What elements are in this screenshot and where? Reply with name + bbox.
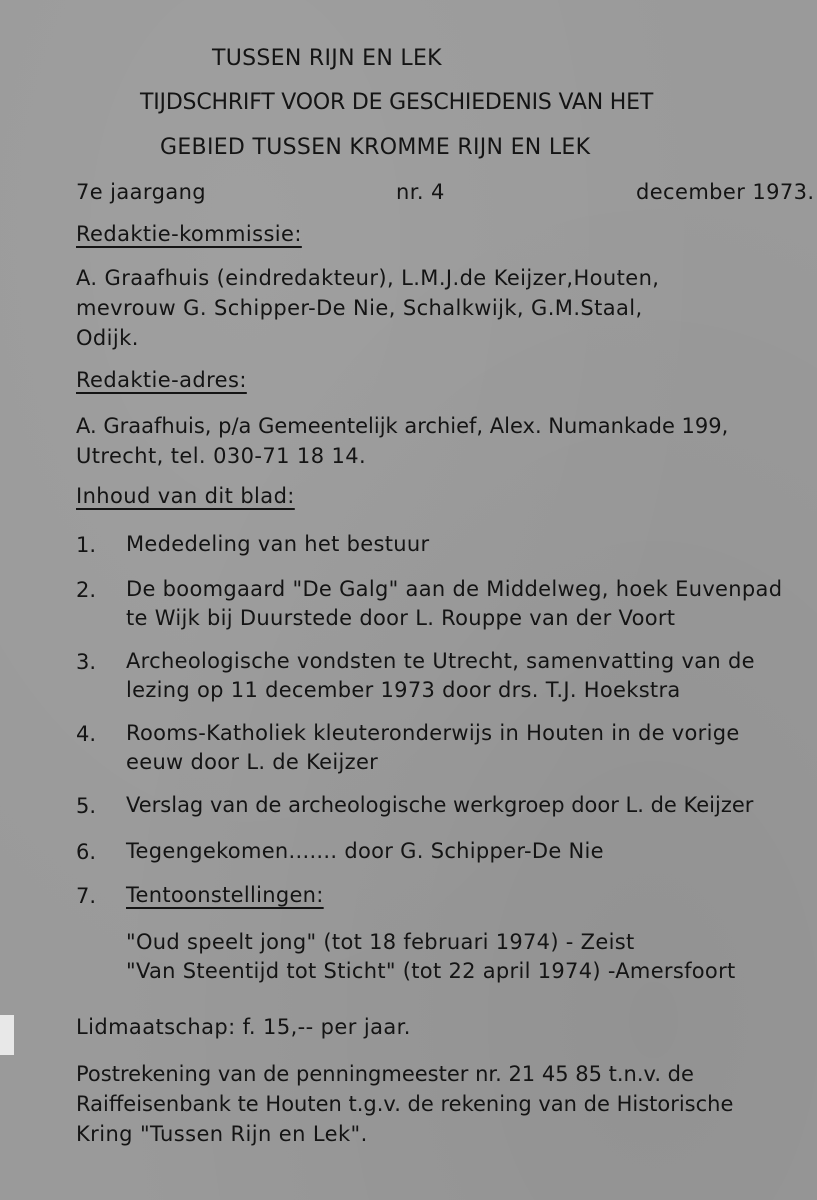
journal-subtitle-line2: GEBIED TUSSEN KROMME RIJN EN LEK — [160, 135, 591, 160]
journal-subtitle-line1: TIJDSCHRIFT VOOR DE GESCHIEDENIS VAN HET — [140, 90, 654, 115]
contents-item-number: 4. — [76, 722, 97, 746]
issue-number: nr. 4 — [396, 180, 445, 204]
contents-item-text: Tegengekomen....... door G. Schipper-De Nie — [126, 839, 604, 863]
contents-heading: Inhoud van dit blad: — [76, 484, 295, 508]
bank-info-line: Kring "Tussen Rijn en Lek". — [76, 1122, 368, 1146]
editorial-address-heading: Redaktie-adres: — [76, 368, 247, 392]
contents-item-text: te Wijk bij Duurstede door L. Rouppe van der Voort — [126, 606, 676, 630]
exhibition-line: "Van Steentijd tot Sticht" (tot 22 april 1974) -Amersfoort — [126, 959, 736, 983]
contents-item-text: Rooms-Katholiek kleuteronderwijs in Houten in de vorige — [126, 721, 740, 745]
contents-item-text: lezing op 11 december 1973 door drs. T.J. Hoekstra — [126, 678, 681, 702]
contents-item-text: Mededeling van het bestuur — [126, 532, 430, 556]
journal-title: TUSSEN RIJN EN LEK — [212, 46, 442, 71]
editorial-board-heading: Redaktie-kommissie: — [76, 222, 302, 246]
contents-item-number: 7. — [76, 884, 97, 908]
contents-item-number: 5. — [76, 794, 97, 818]
contents-item-number: 3. — [76, 650, 97, 674]
contents-item-text: De boomgaard "De Galg" aan de Middelweg, hoek Euvenpad — [126, 577, 783, 601]
editorial-address-line: Utrecht, tel. 030-71 18 14. — [76, 444, 367, 468]
editorial-board-line: A. Graafhuis (eindredakteur), L.M.J.de Keijzer,Houten, — [76, 266, 660, 290]
editorial-board-line: Odijk. — [76, 326, 139, 350]
contents-item-number: 2. — [76, 578, 97, 602]
contents-item-text: Verslag van de archeologische werkgroep door L. de Keijzer — [126, 793, 754, 817]
issue-date: december 1973. — [636, 180, 815, 204]
issue-volume: 7e jaargang — [76, 180, 207, 204]
paper-edge-mark — [0, 1015, 14, 1055]
contents-item-text: Tentoonstellingen: — [126, 883, 324, 907]
editorial-address-line: A. Graafhuis, p/a Gemeentelijk archief, Alex. Numankade 199, — [76, 414, 729, 438]
contents-item-number: 6. — [76, 840, 97, 864]
bank-info-line: Postrekening van de penningmeester nr. 21 45 85 t.n.v. de — [76, 1062, 694, 1086]
membership-fee: Lidmaatschap: f. 15,-- per jaar. — [76, 1015, 411, 1039]
bank-info-line: Raiffeisenbank te Houten t.g.v. de rekening van de Historische — [76, 1092, 734, 1116]
exhibition-line: "Oud speelt jong" (tot 18 februari 1974) - Zeist — [126, 930, 635, 954]
contents-item-text: Archeologische vondsten te Utrecht, samenvatting van de — [126, 649, 755, 673]
contents-item-text: eeuw door L. de Keijzer — [126, 750, 379, 774]
contents-item-number: 1. — [76, 533, 97, 557]
editorial-board-line: mevrouw G. Schipper-De Nie, Schalkwijk, G.M.Staal, — [76, 296, 643, 320]
